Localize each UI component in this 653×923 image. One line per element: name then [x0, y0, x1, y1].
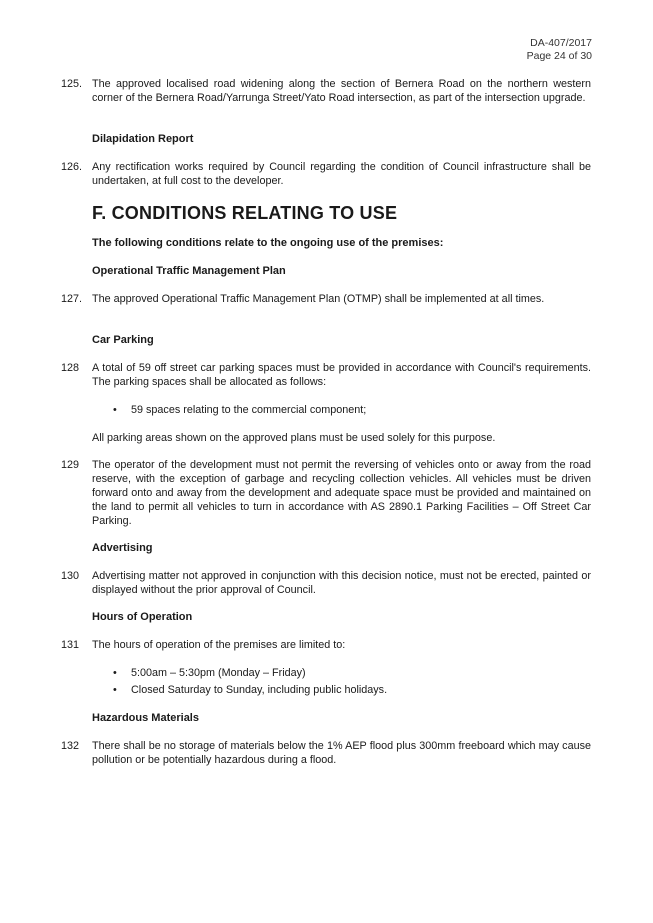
clause-number: 129 — [61, 459, 80, 471]
bullet-text: 5:00am – 5:30pm (Monday – Friday) — [131, 667, 306, 679]
clause-number: 131 — [61, 639, 80, 651]
heading-dilapidation-report: Dilapidation Report — [92, 133, 194, 145]
heading-car-parking: Car Parking — [92, 334, 154, 346]
section-title: F. CONDITIONS RELATING TO USE — [92, 203, 398, 223]
page-number: Page 24 of 30 — [526, 50, 592, 62]
bullet-glyph: • — [113, 404, 117, 416]
clause-text: The hours of operation of the premises are limited to: — [92, 639, 346, 651]
bullet-text: Closed Saturday to Sunday, including public holidays. — [131, 684, 388, 696]
bullet-item — [113, 683, 387, 697]
clause-text: The operator of the development must not permit the reversing of vehicles onto or away from the road reserve, with the exception of garbage and recycling collection vehicles. All vehicles must be driven forward onto and away from the development and adequate space must be provided and maintained on the land to permit all vehicles to turn in accordance with AS 2890.1 Parking Facilities – Off Street Car Parking. — [92, 459, 591, 527]
clause-number: 132 — [61, 740, 80, 752]
bullet-item — [113, 403, 366, 417]
clause-129 — [61, 458, 591, 528]
clause-number: 125. — [61, 78, 83, 90]
bullet-glyph: • — [113, 667, 117, 679]
clause-126 — [61, 160, 591, 188]
clause-127 — [61, 292, 591, 306]
clause-number: 128 — [61, 362, 80, 374]
clause-number: 127. — [61, 293, 83, 305]
clause-132 — [61, 739, 591, 767]
bullet-glyph: • — [113, 684, 117, 696]
clause-text: The approved localised road widening along the section of Bernera Road on the northern western corner of the Bernera Road/Yarrunga Street/Yato Road intersection, as part of the intersection upgrade. — [92, 78, 591, 104]
heading-hazardous-materials: Hazardous Materials — [92, 712, 199, 724]
clause-text: There shall be no storage of materials below the 1% AEP flood plus 300mm freeboard which may cause pollution or be potentially hazardous during a flood. — [92, 740, 591, 766]
heading-hours-of-operation: Hours of Operation — [92, 611, 193, 623]
clause-text: The approved Operational Traffic Management Plan (OTMP) shall be implemented at all times. — [92, 293, 545, 305]
paragraph-parking-use: All parking areas shown on the approved plans must be used solely for this purpose. — [92, 432, 496, 444]
document-reference: DA-407/2017 — [530, 37, 592, 49]
heading-otmp: Operational Traffic Management Plan — [92, 265, 286, 277]
clause-128 — [61, 361, 591, 389]
clause-text: Any rectification works required by Council regarding the condition of Council infrastructure shall be undertaken, at full cost to the developer. — [92, 161, 591, 187]
bullet-text: 59 spaces relating to the commercial component; — [131, 404, 367, 416]
clause-number: 126. — [61, 161, 83, 173]
clause-131 — [61, 638, 591, 652]
clause-text: A total of 59 off street car parking spaces must be provided in accordance with Council's requirements. The parking spaces shall be allocated as follows: — [92, 362, 591, 388]
clause-125 — [61, 77, 591, 105]
clause-text: Advertising matter not approved in conjunction with this decision notice, must not be erected, painted or displayed without the prior approval of Council. — [92, 570, 591, 596]
clause-number: 130 — [61, 570, 80, 582]
clause-130 — [61, 569, 591, 597]
bullet-item — [113, 666, 306, 680]
page-header — [527, 37, 592, 63]
heading-advertising: Advertising — [92, 542, 153, 554]
section-intro: The following conditions relate to the ongoing use of the premises: — [92, 237, 444, 249]
